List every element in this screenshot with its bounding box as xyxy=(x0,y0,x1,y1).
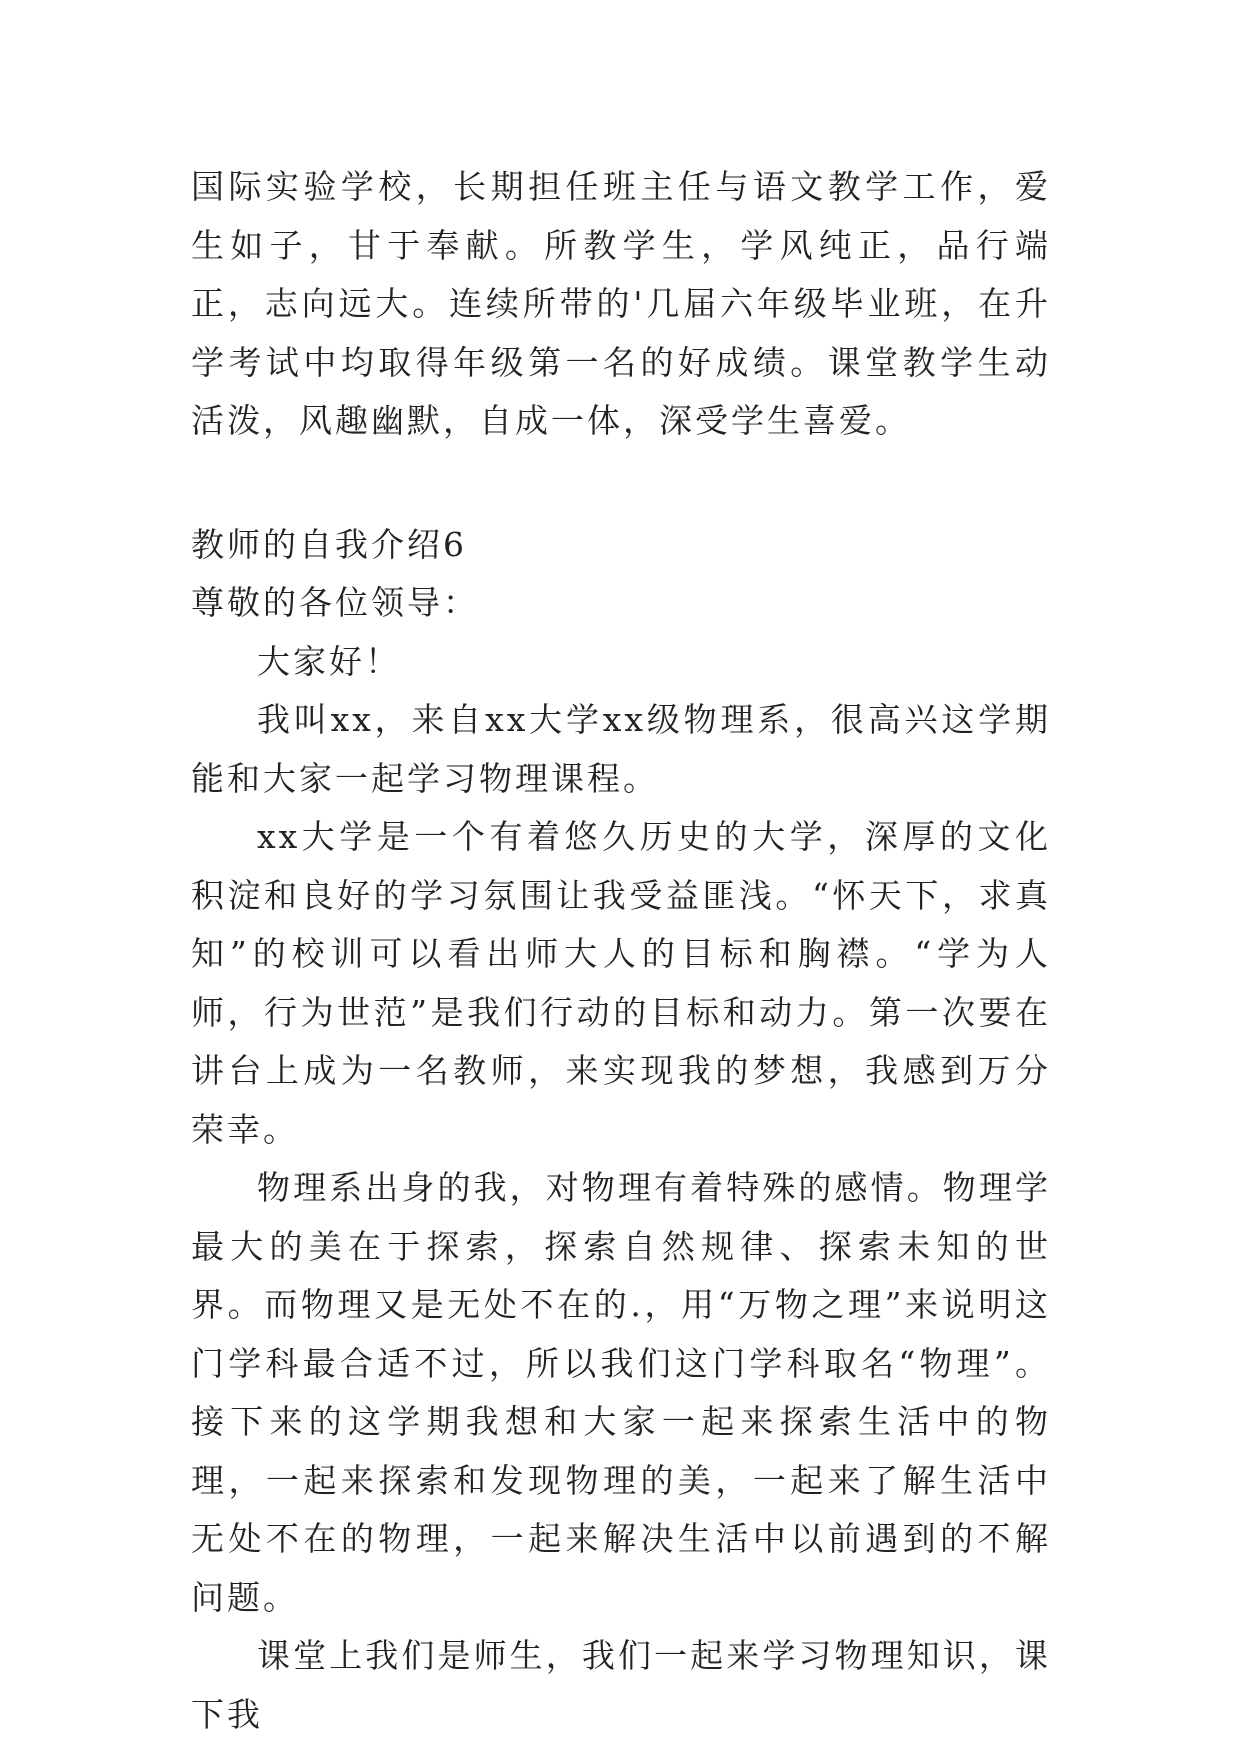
top-paragraph: 国际实验学校，长期担任班主任与语文教学工作，爱生如子，甘于奉献。所教学生，学风纯正，品行端正，志向远大。连续所带的'几届六年级毕业班，在升学考试中均取得年级第一名的好成绩。课堂教学生动活泼，风趣幽默，自成一体，深受学生喜爱。 xyxy=(191,167,1051,440)
salutation: 尊敬的各位领导： xyxy=(191,583,479,622)
paragraph-gap xyxy=(191,451,1051,516)
greeting: 大家好！ xyxy=(257,641,401,681)
body-paragraph-4: 课堂上我们是师生，我们一起来学习物理知识，课下我 xyxy=(191,1636,1051,1734)
body-paragraph-3: 物理系出身的我，对物理有着特殊的感情。物理学最大的美在于探索，探索自然规律、探索未知的世界。而物理又是无处不在的.，用“万物之理”来说明这门学科最合适不过，所以我们这门学科取名“物理”。接下来的这学期我想和大家一起来探索生活中的物理，一起来探索和发现物理的美，一起来了解生活中无处不在的物理，一起来解决生活中以前遇到的不解问题。 xyxy=(191,1168,1051,1617)
section-title: 教师的自我介绍6 xyxy=(191,524,467,564)
document-body xyxy=(191,158,1051,1744)
body-paragraph-2: xx大学是一个有着悠久历史的大学，深厚的文化积淀和良好的学习氛围让我受益匪浅。“怀天下，求真知”的校训可以看出师大人的目标和胸襟。“学为人师，行为世范”是我们行动的目标和动力。第一次要在讲台上成为一名教师，来实现我的梦想，我感到万分荣幸。 xyxy=(191,817,1051,1149)
body-paragraph-1: 我叫xx，来自xx大学xx级物理系，很高兴这学期能和大家一起学习物理课程。 xyxy=(191,700,1051,798)
